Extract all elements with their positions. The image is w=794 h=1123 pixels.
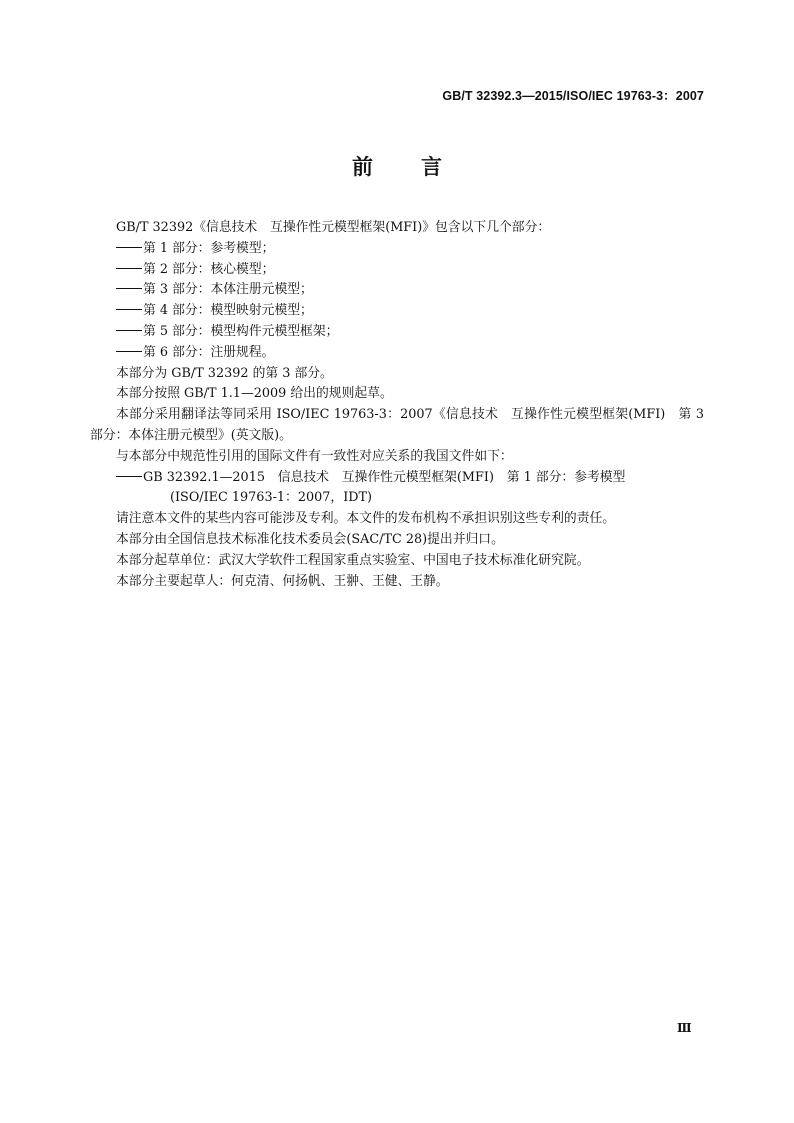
reference-title: GB 32392.1—2015 信息技术 互操作性元模型框架(MFI) 第 1 部分：参考模型 <box>143 469 626 485</box>
reference-item <box>90 468 704 510</box>
drafting-rules-paragraph: 本部分按照 GB/T 1.1—2009 给出的规则起草。 <box>116 386 393 402</box>
page-number: Ⅲ <box>677 1021 692 1035</box>
em-dash-mark <box>116 330 142 331</box>
patent-notice-paragraph: 请注意本文件的某些内容可能涉及专利。本文件的发布机构不承担识别这些专利的责任。 <box>116 511 616 527</box>
correspondence-intro-paragraph: 与本部分中规范性引用的国际文件有一致性对应关系的我国文件如下： <box>116 448 513 464</box>
proposed-by-paragraph: 本部分由全国信息技术标准化技术委员会(SAC/TC 28)提出并归口。 <box>116 531 504 547</box>
part-list-item: 第 4 部分：模型映射元模型； <box>90 301 704 322</box>
em-dash-mark <box>116 247 142 248</box>
em-dash-mark <box>116 309 142 310</box>
em-dash-mark <box>116 476 142 477</box>
standard-number-header: GB/T 32392.3—2015/ISO/IEC 19763-3：2007 <box>442 89 704 103</box>
drafters-paragraph: 本部分主要起草人：何克清、何扬帆、王翀、王健、王静。 <box>116 573 449 589</box>
part-list-item: 第 1 部分：参考模型； <box>90 239 704 260</box>
em-dash-mark <box>116 351 142 352</box>
part-list-item: 第 6 部分：注册规程。 <box>90 343 704 364</box>
foreword-body <box>90 218 704 592</box>
adoption-paragraph: 本部分采用翻译法等同采用 ISO/IEC 19763-3：2007《信息技术 互操作性元模型框架(MFI) 第 3 部分：本体注册元模型》(英文版)。 <box>90 407 704 443</box>
reference-identity: (ISO/IEC 19763-1：2007，IDT) <box>170 490 373 506</box>
page-title: 前言 <box>352 155 490 179</box>
part-list-item: 第 3 部分：本体注册元模型； <box>90 280 704 301</box>
em-dash-mark <box>116 268 142 269</box>
part-list-item: 第 2 部分：核心模型； <box>90 260 704 281</box>
part-list-item: 第 5 部分：模型构件元模型框架； <box>90 322 704 343</box>
em-dash-mark <box>116 288 142 289</box>
intro-paragraph: GB/T 32392《信息技术 互操作性元模型框架(MFI)》包含以下几个部分： <box>116 220 551 235</box>
part-of-paragraph: 本部分为 GB/T 32392 的第 3 部分。 <box>116 365 333 381</box>
drafting-units-paragraph: 本部分起草单位：武汉大学软件工程国家重点实验室、中国电子技术标准化研究院。 <box>116 552 590 568</box>
